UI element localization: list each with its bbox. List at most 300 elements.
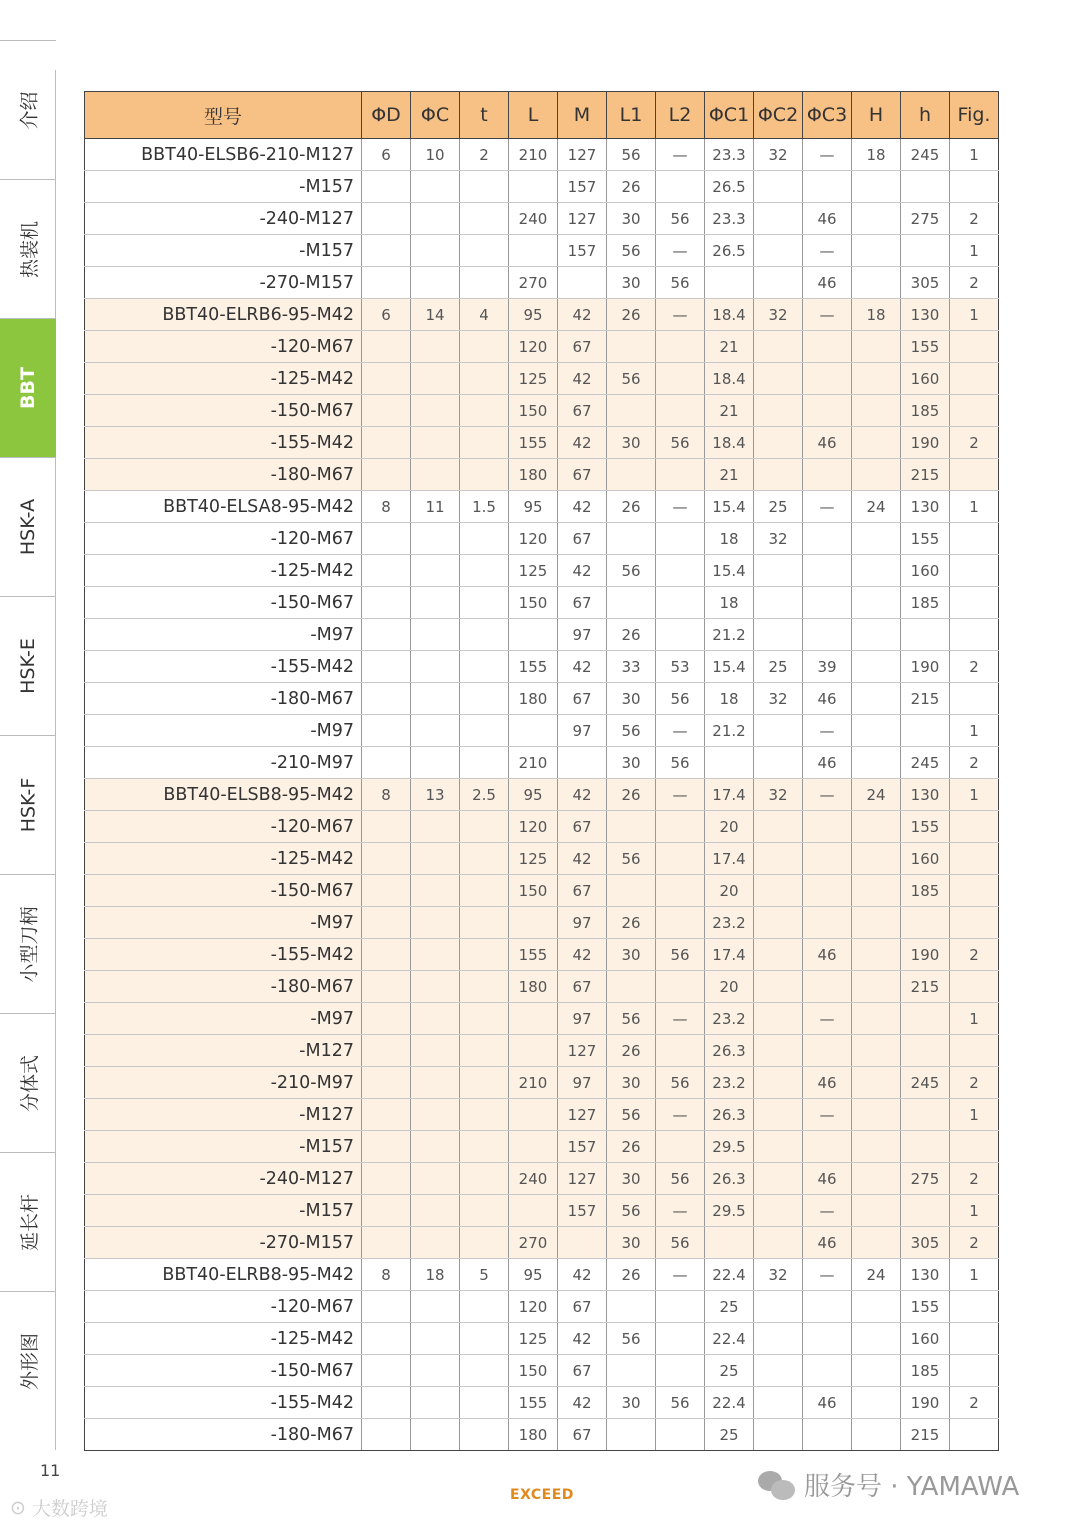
column-header: L — [509, 92, 558, 139]
value-cell: 32 — [754, 139, 803, 171]
value-cell — [411, 715, 460, 747]
table-row — [85, 459, 999, 491]
value-cell: 155 — [901, 1291, 950, 1323]
value-cell — [852, 747, 901, 779]
value-cell — [803, 1035, 852, 1067]
value-cell — [362, 331, 411, 363]
side-tab-5[interactable] — [0, 735, 56, 874]
value-cell: 18 — [852, 139, 901, 171]
value-cell — [754, 427, 803, 459]
value-cell: 157 — [558, 171, 607, 203]
value-cell — [460, 1227, 509, 1259]
value-cell: 26 — [607, 907, 656, 939]
value-cell: 2 — [950, 1227, 999, 1259]
value-cell: 24 — [852, 1259, 901, 1291]
table-header-row — [85, 92, 999, 139]
value-cell: 56 — [656, 683, 705, 715]
value-cell: 32 — [754, 523, 803, 555]
value-cell: 39 — [803, 651, 852, 683]
value-cell — [362, 459, 411, 491]
value-cell — [509, 1099, 558, 1131]
value-cell — [754, 907, 803, 939]
value-cell: 26.3 — [705, 1163, 754, 1195]
value-cell: 42 — [558, 1323, 607, 1355]
value-cell: 97 — [558, 1067, 607, 1099]
model-cell: BBT40-ELRB8-95-M42 — [85, 1259, 362, 1291]
value-cell — [411, 1003, 460, 1035]
value-cell — [411, 203, 460, 235]
model-cell: -150-M67 — [85, 587, 362, 619]
value-cell: 1 — [950, 1099, 999, 1131]
value-cell — [705, 1227, 754, 1259]
value-cell — [656, 1355, 705, 1387]
value-cell: 2 — [950, 427, 999, 459]
value-cell: 26.3 — [705, 1035, 754, 1067]
value-cell — [411, 331, 460, 363]
value-cell — [901, 1131, 950, 1163]
value-cell: 56 — [607, 235, 656, 267]
value-cell — [852, 459, 901, 491]
model-cell: -M97 — [85, 715, 362, 747]
value-cell: 245 — [901, 747, 950, 779]
value-cell: 11 — [411, 491, 460, 523]
value-cell: 20 — [705, 971, 754, 1003]
side-tab-8[interactable] — [0, 1152, 56, 1291]
value-cell — [362, 1003, 411, 1035]
value-cell — [803, 619, 852, 651]
value-cell: 275 — [901, 1163, 950, 1195]
value-cell: 18 — [852, 299, 901, 331]
value-cell: 42 — [558, 555, 607, 587]
value-cell — [411, 1099, 460, 1131]
value-cell: 30 — [607, 747, 656, 779]
value-cell — [460, 203, 509, 235]
value-cell — [901, 907, 950, 939]
model-cell: -125-M42 — [85, 1323, 362, 1355]
value-cell — [950, 1291, 999, 1323]
value-cell — [362, 427, 411, 459]
model-cell: -M157 — [85, 1195, 362, 1227]
value-cell — [362, 171, 411, 203]
value-cell: 1.5 — [460, 491, 509, 523]
value-cell — [852, 715, 901, 747]
value-cell — [656, 907, 705, 939]
value-cell — [852, 683, 901, 715]
value-cell — [362, 235, 411, 267]
value-cell: 127 — [558, 1163, 607, 1195]
value-cell — [460, 523, 509, 555]
value-cell: 127 — [558, 1099, 607, 1131]
value-cell — [460, 1131, 509, 1163]
value-cell — [509, 1131, 558, 1163]
wechat-icon — [758, 1469, 796, 1501]
value-cell — [460, 1067, 509, 1099]
column-header: ΦD — [362, 92, 411, 139]
value-cell: 56 — [607, 715, 656, 747]
value-cell — [901, 235, 950, 267]
value-cell — [411, 1291, 460, 1323]
value-cell — [852, 939, 901, 971]
model-cell: -150-M67 — [85, 395, 362, 427]
value-cell — [607, 1291, 656, 1323]
value-cell — [460, 811, 509, 843]
value-cell — [803, 555, 852, 587]
value-cell — [411, 843, 460, 875]
table-row — [85, 1355, 999, 1387]
value-cell: 127 — [558, 203, 607, 235]
value-cell: 56 — [656, 203, 705, 235]
value-cell: 46 — [803, 1387, 852, 1419]
value-cell — [950, 1131, 999, 1163]
value-cell: 180 — [509, 459, 558, 491]
value-cell: 215 — [901, 683, 950, 715]
value-cell — [852, 427, 901, 459]
value-cell: 67 — [558, 395, 607, 427]
value-cell: 150 — [509, 875, 558, 907]
value-cell — [362, 747, 411, 779]
value-cell: 56 — [607, 555, 656, 587]
column-header: ΦC3 — [803, 92, 852, 139]
value-cell: 1 — [950, 139, 999, 171]
table-row — [85, 427, 999, 459]
value-cell: 275 — [901, 203, 950, 235]
value-cell — [656, 395, 705, 427]
value-cell — [950, 523, 999, 555]
value-cell: 160 — [901, 555, 950, 587]
value-cell — [362, 971, 411, 1003]
value-cell — [803, 331, 852, 363]
value-cell — [803, 843, 852, 875]
value-cell: 15.4 — [705, 555, 754, 587]
side-tab-label: 分体式 — [18, 1054, 41, 1112]
side-tab-0[interactable] — [0, 40, 56, 179]
value-cell: 26 — [607, 299, 656, 331]
value-cell — [950, 1355, 999, 1387]
watermark-right — [758, 1466, 1019, 1503]
model-cell: -180-M67 — [85, 971, 362, 1003]
table-row — [85, 363, 999, 395]
value-cell — [362, 1355, 411, 1387]
value-cell — [607, 1419, 656, 1451]
side-tab-label: HSK-F — [16, 777, 39, 833]
side-tab-4[interactable] — [0, 596, 56, 735]
value-cell — [803, 171, 852, 203]
value-cell — [803, 523, 852, 555]
model-cell: -M157 — [85, 235, 362, 267]
value-cell — [754, 1163, 803, 1195]
value-cell: 97 — [558, 619, 607, 651]
value-cell: 120 — [509, 811, 558, 843]
value-cell — [754, 331, 803, 363]
value-cell — [852, 587, 901, 619]
value-cell — [852, 843, 901, 875]
value-cell: — — [656, 715, 705, 747]
value-cell: 120 — [509, 523, 558, 555]
value-cell — [460, 715, 509, 747]
table-row — [85, 843, 999, 875]
value-cell: 155 — [509, 1387, 558, 1419]
value-cell: 215 — [901, 971, 950, 1003]
value-cell — [901, 1099, 950, 1131]
value-cell — [362, 587, 411, 619]
table-row — [85, 1419, 999, 1451]
value-cell: 46 — [803, 1227, 852, 1259]
value-cell: — — [803, 299, 852, 331]
value-cell: 46 — [803, 267, 852, 299]
model-cell: BBT40-ELRB6-95-M42 — [85, 299, 362, 331]
value-cell: 67 — [558, 459, 607, 491]
value-cell: 42 — [558, 299, 607, 331]
value-cell: 46 — [803, 939, 852, 971]
value-cell — [460, 267, 509, 299]
value-cell — [362, 363, 411, 395]
side-tab-3[interactable] — [0, 457, 56, 596]
value-cell: 25 — [754, 651, 803, 683]
value-cell: 95 — [509, 299, 558, 331]
value-cell: 56 — [656, 1067, 705, 1099]
value-cell: 8 — [362, 779, 411, 811]
value-cell — [607, 459, 656, 491]
value-cell — [656, 587, 705, 619]
value-cell — [852, 1003, 901, 1035]
value-cell — [656, 1323, 705, 1355]
value-cell — [460, 1003, 509, 1035]
value-cell — [411, 907, 460, 939]
watermark-logo-icon: ⊙ — [10, 1496, 26, 1519]
value-cell: 95 — [509, 779, 558, 811]
value-cell: 185 — [901, 875, 950, 907]
value-cell — [754, 587, 803, 619]
value-cell — [362, 1227, 411, 1259]
value-cell — [852, 811, 901, 843]
value-cell — [852, 235, 901, 267]
value-cell — [754, 395, 803, 427]
value-cell — [852, 171, 901, 203]
value-cell — [460, 1035, 509, 1067]
value-cell: 125 — [509, 555, 558, 587]
value-cell — [362, 1067, 411, 1099]
value-cell — [950, 971, 999, 1003]
column-header: Fig. — [950, 92, 999, 139]
value-cell: 67 — [558, 1291, 607, 1323]
value-cell — [362, 555, 411, 587]
value-cell: 56 — [607, 1099, 656, 1131]
value-cell: — — [656, 779, 705, 811]
model-cell: -180-M67 — [85, 459, 362, 491]
value-cell — [803, 459, 852, 491]
model-cell: -155-M42 — [85, 939, 362, 971]
value-cell: 67 — [558, 587, 607, 619]
value-cell — [362, 1291, 411, 1323]
value-cell — [607, 875, 656, 907]
value-cell: 2 — [950, 939, 999, 971]
value-cell — [411, 971, 460, 1003]
value-cell — [362, 619, 411, 651]
value-cell: 1 — [950, 1195, 999, 1227]
value-cell: — — [656, 1003, 705, 1035]
table-row — [85, 395, 999, 427]
value-cell — [754, 1131, 803, 1163]
table-row — [85, 523, 999, 555]
value-cell — [509, 1035, 558, 1067]
value-cell — [852, 1163, 901, 1195]
table-row — [85, 1323, 999, 1355]
value-cell — [852, 619, 901, 651]
value-cell — [754, 843, 803, 875]
value-cell: 23.3 — [705, 139, 754, 171]
value-cell — [460, 1387, 509, 1419]
value-cell — [852, 1323, 901, 1355]
value-cell — [950, 555, 999, 587]
value-cell — [460, 875, 509, 907]
model-cell: -125-M42 — [85, 843, 362, 875]
value-cell: 46 — [803, 1163, 852, 1195]
value-cell — [460, 1195, 509, 1227]
value-cell — [852, 907, 901, 939]
value-cell: 210 — [509, 747, 558, 779]
value-cell: 24 — [852, 779, 901, 811]
value-cell: 26.3 — [705, 1099, 754, 1131]
value-cell: 46 — [803, 203, 852, 235]
value-cell — [607, 523, 656, 555]
value-cell: 22.4 — [705, 1387, 754, 1419]
value-cell — [950, 1035, 999, 1067]
value-cell — [411, 1195, 460, 1227]
value-cell: 155 — [901, 331, 950, 363]
table-row — [85, 139, 999, 171]
value-cell — [950, 811, 999, 843]
table-row — [85, 1099, 999, 1131]
value-cell: 56 — [607, 843, 656, 875]
side-tab-9[interactable] — [0, 1291, 56, 1430]
value-cell — [852, 1099, 901, 1131]
value-cell — [803, 875, 852, 907]
value-cell — [754, 1067, 803, 1099]
value-cell — [852, 331, 901, 363]
value-cell: 160 — [901, 1323, 950, 1355]
value-cell — [607, 331, 656, 363]
value-cell — [754, 203, 803, 235]
value-cell — [656, 363, 705, 395]
model-cell: -210-M97 — [85, 747, 362, 779]
value-cell: 185 — [901, 1355, 950, 1387]
value-cell: 26.5 — [705, 171, 754, 203]
value-cell — [362, 939, 411, 971]
value-cell: 1 — [950, 299, 999, 331]
model-cell: -120-M67 — [85, 1291, 362, 1323]
value-cell: 2 — [950, 203, 999, 235]
value-cell: 46 — [803, 1067, 852, 1099]
value-cell: 15.4 — [705, 651, 754, 683]
table-row — [85, 1227, 999, 1259]
value-cell: 32 — [754, 779, 803, 811]
value-cell: 97 — [558, 907, 607, 939]
value-cell: 240 — [509, 1163, 558, 1195]
value-cell: 26 — [607, 491, 656, 523]
value-cell — [754, 1419, 803, 1451]
side-tab-6[interactable] — [0, 874, 56, 1013]
value-cell — [754, 1035, 803, 1067]
value-cell: 30 — [607, 939, 656, 971]
value-cell — [852, 555, 901, 587]
value-cell — [656, 523, 705, 555]
value-cell — [754, 267, 803, 299]
value-cell — [852, 1419, 901, 1451]
value-cell: 2 — [950, 1067, 999, 1099]
value-cell — [852, 363, 901, 395]
table-row — [85, 1003, 999, 1035]
value-cell: 25 — [705, 1355, 754, 1387]
value-cell — [852, 971, 901, 1003]
table-row — [85, 171, 999, 203]
value-cell: 160 — [901, 363, 950, 395]
column-header: h — [901, 92, 950, 139]
value-cell — [950, 875, 999, 907]
value-cell: 67 — [558, 971, 607, 1003]
value-cell — [362, 1195, 411, 1227]
value-cell: — — [656, 1099, 705, 1131]
table-row — [85, 747, 999, 779]
value-cell — [460, 939, 509, 971]
value-cell — [754, 939, 803, 971]
value-cell: 26 — [607, 619, 656, 651]
value-cell — [509, 715, 558, 747]
value-cell — [460, 171, 509, 203]
value-cell: 25 — [705, 1291, 754, 1323]
value-cell: — — [656, 1195, 705, 1227]
value-cell: 26.5 — [705, 235, 754, 267]
table-row — [85, 907, 999, 939]
value-cell: 120 — [509, 1291, 558, 1323]
model-cell: -180-M67 — [85, 1419, 362, 1451]
value-cell — [803, 363, 852, 395]
value-cell: 29.5 — [705, 1195, 754, 1227]
value-cell — [607, 971, 656, 1003]
model-cell: -270-M157 — [85, 267, 362, 299]
value-cell: 2 — [950, 267, 999, 299]
value-cell: 97 — [558, 715, 607, 747]
value-cell — [950, 683, 999, 715]
table-row — [85, 619, 999, 651]
value-cell: 215 — [901, 1419, 950, 1451]
value-cell — [460, 1419, 509, 1451]
value-cell: — — [803, 1259, 852, 1291]
value-cell — [852, 875, 901, 907]
value-cell — [656, 331, 705, 363]
value-cell: 30 — [607, 1067, 656, 1099]
value-cell: 305 — [901, 1227, 950, 1259]
value-cell: 157 — [558, 235, 607, 267]
value-cell: 46 — [803, 427, 852, 459]
value-cell — [950, 363, 999, 395]
value-cell: 157 — [558, 1131, 607, 1163]
value-cell: 185 — [901, 587, 950, 619]
value-cell — [656, 555, 705, 587]
value-cell: 42 — [558, 1387, 607, 1419]
value-cell: 18 — [411, 1259, 460, 1291]
value-cell — [656, 619, 705, 651]
side-tab-2[interactable] — [0, 318, 56, 457]
side-tab-1[interactable] — [0, 179, 56, 318]
value-cell: 130 — [901, 779, 950, 811]
value-cell: 18 — [705, 587, 754, 619]
column-header: L1 — [607, 92, 656, 139]
value-cell: 26 — [607, 1259, 656, 1291]
value-cell: 42 — [558, 779, 607, 811]
side-tab-7[interactable] — [0, 1013, 56, 1152]
value-cell: 1 — [950, 715, 999, 747]
value-cell: 15.4 — [705, 491, 754, 523]
